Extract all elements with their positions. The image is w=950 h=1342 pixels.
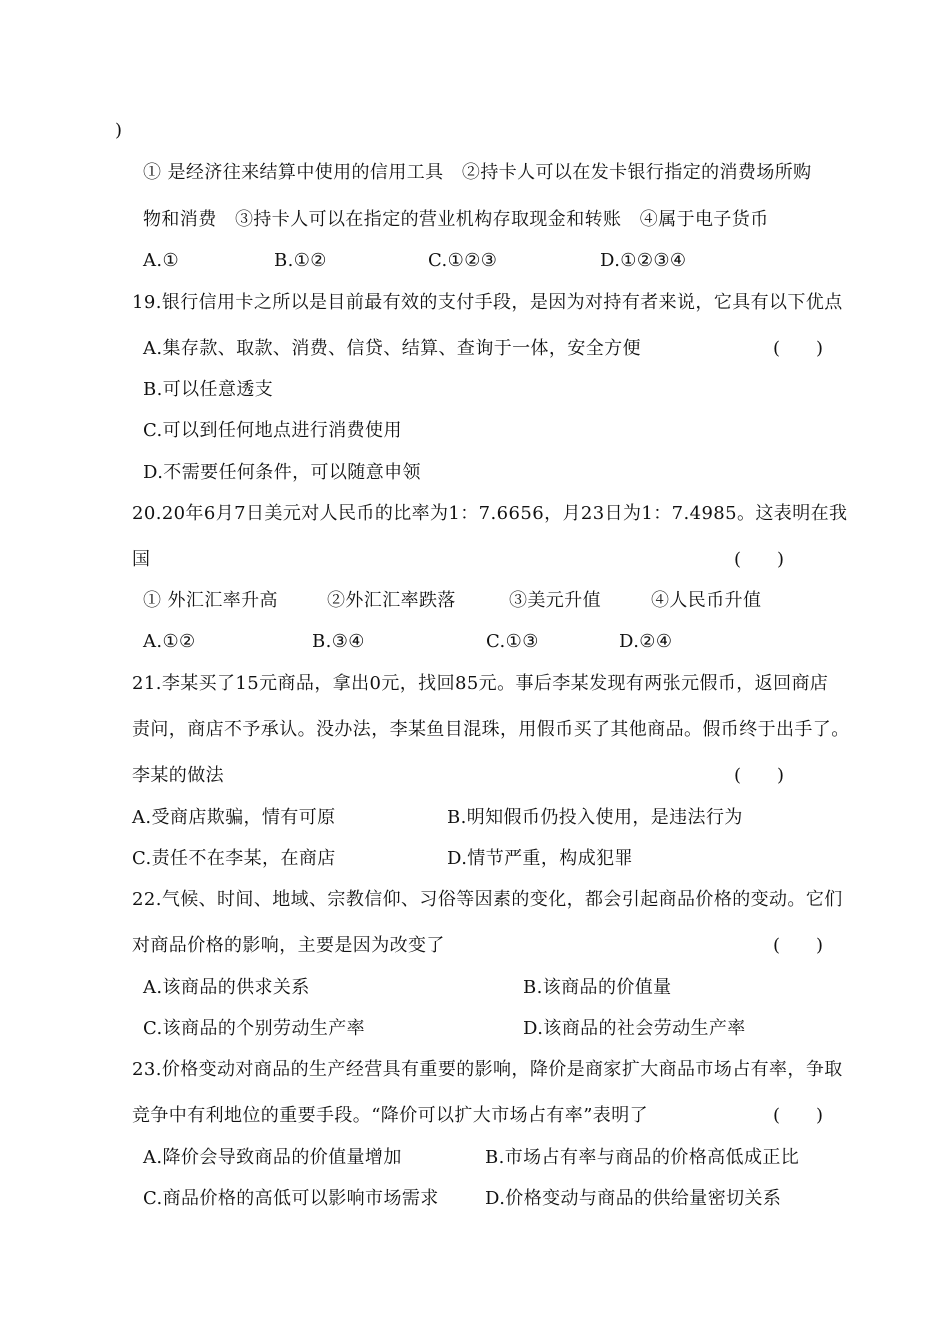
q22-stem-line-1: 22.气候、时间、地域、宗教信仰、习俗等因素的变化，都会引起商品价格的变动。它们 [132, 889, 843, 910]
q22-stem-line-2: 对商品价格的影响，主要是因为改变了 [132, 935, 445, 956]
q21-stem-line-3: 李某的做法 [132, 765, 224, 786]
q20-option-d: D.②④ [619, 631, 673, 652]
q22-option-c: C.该商品的个别劳动生产率 [143, 1018, 366, 1039]
q18-statements-line-2: 物和消费 ③持卡人可以在指定的营业机构存取现金和转账 ④属于电子货币 [143, 209, 769, 230]
q18-option-d: D.①②③④ [600, 250, 687, 271]
q21-stem-line-1: 21.李某买了15元商品，拿出0元，找回85元。事后李某发现有两张元假币，返回商店 [132, 673, 829, 694]
q18-option-b: B.①② [274, 250, 327, 271]
q19-answer-paren: ( ) [773, 338, 824, 359]
q23-stem-line-1: 23.价格变动对商品的生产经营具有重要的影响，降价是商家扩大商品市场占有率，争取 [132, 1059, 843, 1080]
q20-stem-line-2: 国 [132, 549, 151, 570]
q20-option-b: B.③④ [312, 631, 365, 652]
q19-option-c: C.可以到任何地点进行消费使用 [143, 420, 402, 441]
q20-option-a: A.①② [143, 631, 196, 652]
q18-statements-line-1: ① 是经济往来结算中使用的信用工具 ②持卡人可以在发卡银行指定的消费场所购 [143, 162, 812, 183]
q22-answer-paren: ( ) [773, 935, 824, 956]
q21-stem-line-2: 责问，商店不予承认。没办法，李某鱼目混珠，用假币买了其他商品。假币终于出手了。 [132, 719, 850, 740]
q22-option-d: D.该商品的社会劳动生产率 [523, 1018, 746, 1039]
q23-option-b: B.市场占有率与商品的价格高低成正比 [485, 1147, 800, 1168]
q21-option-a: A.受商店欺骗，情有可原 [132, 807, 336, 828]
q23-option-c: C.商品价格的高低可以影响市场需求 [143, 1188, 439, 1209]
q20-answer-paren: ( ) [734, 549, 785, 570]
q20-option-c: C.①③ [486, 631, 539, 652]
q18-option-c: C.①②③ [428, 250, 498, 271]
q23-stem-line-2: 竞争中有利地位的重要手段。“降价可以扩大市场占有率”表明了 [132, 1105, 649, 1126]
q20-item-3: ③美元升值 [509, 590, 601, 611]
q19-option-d: D.不需要任何条件，可以随意申领 [143, 462, 421, 483]
q21-option-d: D.情节严重，构成犯罪 [447, 848, 633, 869]
q23-answer-paren: ( ) [773, 1105, 824, 1126]
q20-item-4: ④人民币升值 [651, 590, 762, 611]
q23-option-d: D.价格变动与商品的供给量密切关系 [485, 1188, 782, 1209]
q23-option-a: A.降价会导致商品的价值量增加 [143, 1147, 402, 1168]
q19-stem: 19.银行信用卡之所以是目前最有效的支付手段，是因为对持有者来说，它具有以下优点 [132, 292, 843, 313]
q21-option-c: C.责任不在李某，在商店 [132, 848, 336, 869]
q20-item-1: ① 外汇汇率升高 [143, 590, 278, 611]
q21-option-b: B.明知假币仍投入使用，是违法行为 [447, 807, 743, 828]
q22-option-a: A.该商品的供求关系 [143, 977, 310, 998]
q20-item-2: ②外汇汇率跌落 [327, 590, 456, 611]
q19-option-a: A.集存款、取款、消费、信贷、结算、查询于一体，安全方便 [143, 338, 641, 359]
q22-option-b: B.该商品的价值量 [523, 977, 672, 998]
q18-paren-tail: ) [115, 120, 123, 141]
q20-stem-line-1: 20.20年6月7日美元对人民币的比率为1：7.6656，月23日为1：7.4985。这表明在我 [132, 503, 848, 524]
q18-option-a: A.① [143, 250, 180, 271]
q19-option-b: B.可以任意透支 [143, 379, 274, 400]
q21-answer-paren: ( ) [734, 765, 785, 786]
